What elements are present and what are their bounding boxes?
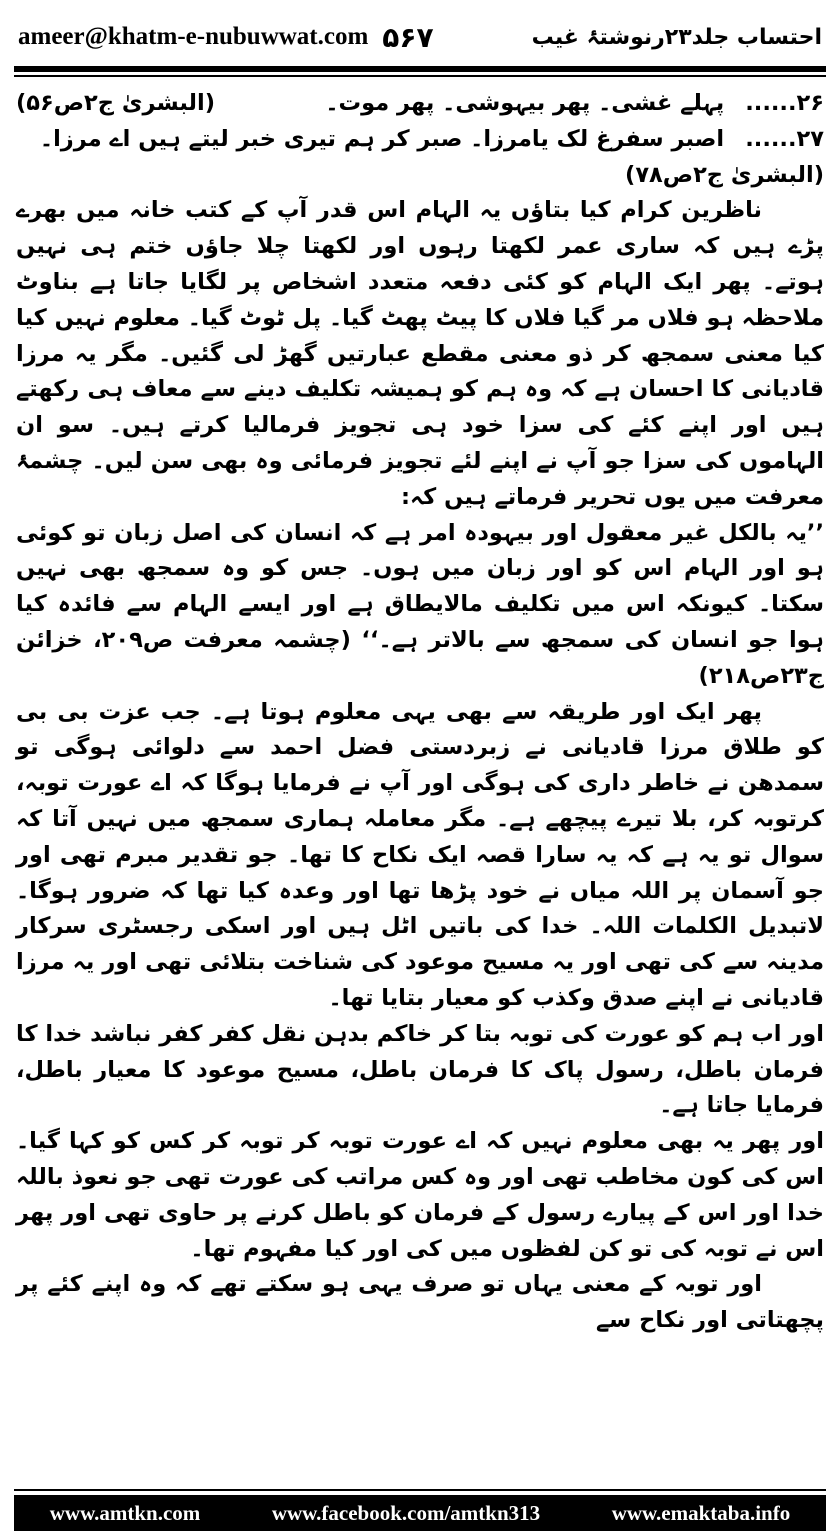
page-body — [16, 86, 824, 1339]
item-text: پہلے غشی۔ پھر بیہوشی۔ پھر موت۔ — [325, 90, 725, 116]
footer-link-amtkn[interactable]: www.amtkn.com — [49, 1500, 201, 1525]
paragraph-5: اور توبہ کے معنی یہاں تو صرف یہی ہو سکتے تھے کہ وہ اپنے کئے پر پچھتاتی اور نکاح سے — [16, 1271, 824, 1334]
paragraph-3: اور اب ہم کو عورت کی توبہ بتا کر خاکم بدہن نقل کفر کفر نباشد خدا کا فرمان باطل، رسول پاک کا فرمان باطل، مسیح موعود کا معیار باطل، فرمایا جاتا ہے۔ — [16, 1020, 824, 1119]
footer-link-emaktaba[interactable]: www.emaktaba.info — [611, 1500, 791, 1525]
book-title: احتساب جلد۲۳رنوشتۂ غیب — [531, 24, 822, 50]
quote-paragraph — [16, 516, 824, 695]
item-27-reference-line — [16, 158, 824, 194]
item-text: اصبر سفرغ لک یامرزا۔ صبر کر ہم تیری خبر لیتے ہیں اے مرزا۔ — [39, 125, 725, 152]
item-reference: (البشریٰ ج۲ص۵۶) — [16, 90, 215, 116]
paragraph-1: ناظرین کرام کیا بتاؤں یہ الہام اس قدر آپ کے کتب خانہ میں بھرے پڑے ہیں کہ ساری عمر لکھتا رہوں اور لکھتا چلا جاؤں ختم ہی نہیں ہوتے۔ پھر ایک الہام کو کئی دفعہ متعدد اشخاص پر لگایا جاتا ہے بناوٹ ملاحظہ ہو فلاں مر گیا فلاں کا پیٹ پھٹ گیا۔ پل ٹوٹ گیا۔ معلوم نہیں کیا کیا معنی سمجھ کر ذو معنی مقطع عبارتیں گھڑ لی گئیں۔ مگر یہ مرزا قادیانی کا احسان ہے کہ وہ ہم کو ہمیشہ تکلیف دینے سے معاف ہی رکھتے ہیں اور اپنے کئے کی سزا خود ہی تجویز فرمالیا کرتے ہیں۔ سو ان الہاموں کی سزا جو آپ نے اپنے لئے تجویز فرمائی وہ بھی سن لیں۔ چشمۂ معرفت میں یوں تحریر فرماتے ہیں کہ: — [16, 197, 824, 510]
numbered-item-27 — [16, 122, 824, 158]
footer-link-facebook[interactable]: www.facebook.com/amtkn313 — [271, 1500, 541, 1525]
footer-rule-thin — [14, 1489, 826, 1491]
item-number: ۲۶...... — [745, 90, 824, 116]
quote-reference: (چشمہ معرفت ص۲۰۹، خزائن ج۲۳ص۲۱۸) — [16, 626, 824, 689]
page-number: ۵۶۷ — [382, 20, 434, 54]
header-rule-thin — [14, 75, 826, 77]
paragraph-4: اور پھر یہ بھی معلوم نہیں کہ اے عورت توبہ کر توبہ کر کس کو کہا گیا۔ اس کی کون مخاطب تھی اور وہ کس مراتب کی عورت تھی جو نعوذ باللہ خدا اور اس کے پیارے رسول کے فرمان کو باطل کرنے پر حاوی تھی اور پھر اس نے توبہ کی تو کن لفظوں میں کی اور کیا مفہوم تھا۔ — [16, 1128, 824, 1262]
paragraph-2: پھر ایک اور طریقہ سے بھی یہی معلوم ہوتا ہے۔ جب عزت بی بی کو طلاق مرزا قادیانی نے زبردستی فضل احمد سے دلوائی ہوگی تو سمدھن نے خاطر داری کی ہوگی اور آپ نے فرمایا ہوگا کہ اے عورت توبہ، کرتوبہ کر، بلا تیرے پیچھے ہے۔ مگر معاملہ ہماری سمجھ میں نہیں آتا کہ سوال تو یہ ہے کہ یہ سارا قصہ ایک نکاح کا تھا۔ جو تقدیر مبرم تھی اور جو آسمان پر اللہ میاں نے خود پڑھا تھا اور وعدہ کیا تھا کہ ضرور ہوگا۔ لاتبدیل الکلمات اللہ۔ خدا کی باتیں اٹل ہیں اور اسکی رجسٹری سرکار مدینہ سے کی تھی اور یہ مسیح موعود کی شناخت بتلائی تھی اور یہ مرزا قادیانی نے اپنے صدق وکذب کو معیار بتایا تھا۔ — [16, 698, 824, 1011]
item-number: ۲۷...... — [745, 125, 824, 152]
quote-text: ’’یہ بالکل غیر معقول اور بیہودہ امر ہے کہ انسان کی اصل زبان تو کوئی ہو اور الہام اس کو اور زبان میں ہوں۔ جس کو وہ سمجھ بھی نہیں سکتا۔ کیونکہ اس میں تکلیف مالایطاق ہے اور ایسے الہام سے فائدہ کیا ہوا جو انسان کی سمجھ سے بالاتر ہے۔‘‘ — [16, 519, 824, 653]
page-footer — [14, 1495, 826, 1531]
header-left — [18, 21, 434, 54]
item-reference: (البشریٰ ج۲ص۷۸) — [625, 161, 824, 188]
numbered-item-26 — [16, 86, 824, 122]
page-header — [18, 14, 822, 60]
header-rule-thick — [14, 66, 826, 72]
header-email: ameer@khatm-e-nubuwwat.com — [18, 23, 369, 50]
